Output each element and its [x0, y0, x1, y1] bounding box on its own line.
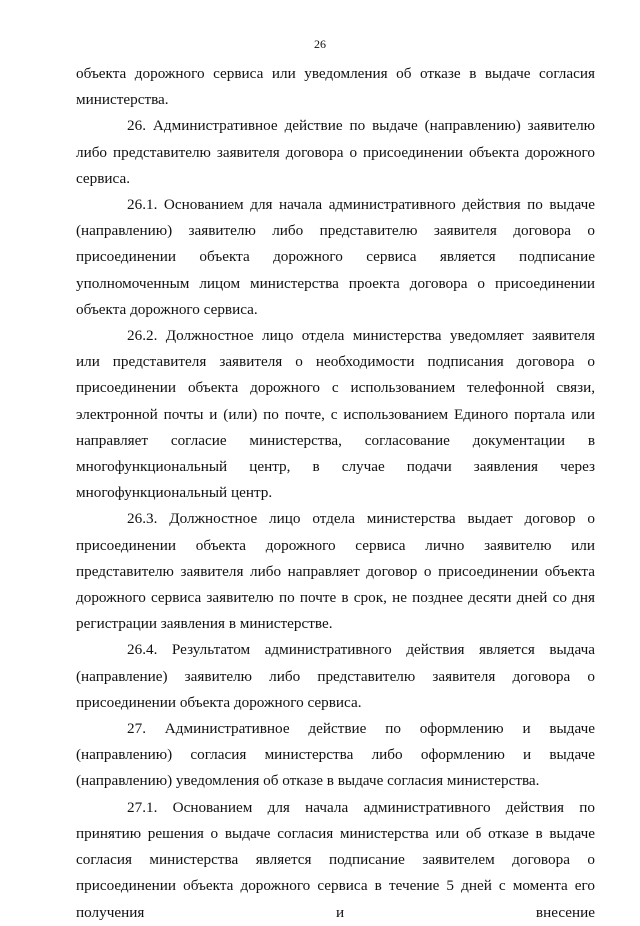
- paragraph-continuation: объекта дорожного сервиса или уведомления об отказе в выдаче согласия министерства.: [76, 65, 595, 109]
- paragraph-26-1: 26.1. Основанием для начала административного действия по выдаче (направлению) заявителю либо представителю заявителя договора о присоединении объекта дорожного сервиса является подписание уполномоченным лицом министерства проекта договора о присоединении объекта дорожного сервиса.: [76, 196, 595, 318]
- paragraph-27-1: 27.1. Основанием для начала административного действия по принятию решения о выдаче согласия министерства или об отказе в выдаче согласия министерства является подписание заявителем договора о присоединении объекта дорожного сервиса в течение 5 дней с момента его получения и внесение: [76, 798, 595, 921]
- paragraph-26-2: 26.2. Должностное лицо отдела министерства уведомляет заявителя или представителя заявителя о необходимости подписания договора о присоединении объекта дорожного с использованием телефонной связи, электронной почты и (или) по почте, с использованием Единого портала или направляет согласие министерства, согласование документации в многофункциональный центр, в случае подачи заявления через многофункциональный центр.: [76, 327, 595, 502]
- paragraph-27: 27. Административное действие по оформлению и выдаче (направлению) согласия министерства либо оформлению и выдаче (направлению) уведомления об отказе в выдаче согласия министерства.: [76, 720, 595, 790]
- paragraph-26-3: 26.3. Должностное лицо отдела министерства выдает договор о присоединении объекта дорожного сервиса лично заявителю или представителю заявителя либо направляет договор о присоединении объекта дорожного сервиса заявителю по почте в срок, не позднее десяти дней со дня регистрации заявления в министерстве.: [76, 510, 595, 633]
- paragraph-26-4: 26.4. Результатом административного действия является выдача (направление) заявителю либо представителю заявителя договора о присоединении объекта дорожного сервиса.: [76, 641, 595, 711]
- paragraph-26: 26. Административное действие по выдаче (направлению) заявителю либо представителю заявителя договора о присоединении объекта дорожного сервиса.: [76, 117, 595, 187]
- page-number: 26: [314, 37, 326, 51]
- document-body: [76, 61, 595, 926]
